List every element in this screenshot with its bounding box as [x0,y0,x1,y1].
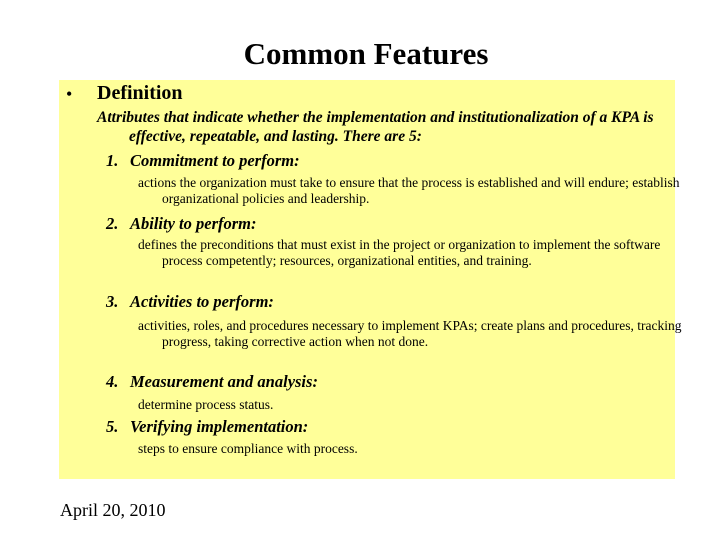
item-3-label: Activities to perform: [130,292,274,311]
item-5-label: Verifying implementation: [130,417,309,436]
item-2-description: defines the preconditions that must exist in the project or organization to implement the software process competently; resources, organizational entities, and training. [138,237,661,268]
item-4-heading [106,372,318,392]
item-4-number: 4. [106,372,119,391]
item-4-label: Measurement and analysis: [130,372,318,391]
bullet-icon: • [66,84,73,104]
item-5-number: 5. [106,417,119,436]
item-1-description: actions the organization must take to ensure that the process is established and will endure; establish organizational policies and leadership. [138,175,680,206]
definition-heading: Definition [97,82,183,104]
item-3-description: activities, roles, and procedures necessary to implement KPAs; create plans and procedures, tracking progress, taking corrective action when not done. [138,318,682,349]
item-5-heading [106,417,308,437]
item-4-description: determine process status. [138,397,274,412]
slide-title: Common Features [243,36,489,71]
item-2-heading [106,214,257,234]
footer-date: April 20, 2010 [60,500,166,520]
item-3-number: 3. [106,292,119,311]
item-3-heading [106,292,274,312]
item-1-label: Commitment to perform: [130,151,300,170]
item-1-number: 1. [106,151,119,170]
item-1-heading [106,151,300,171]
definition-text: Attributes that indicate whether the implementation and institutionalization of a KPA is effective, repeatable, and lasting. There are 5: [97,109,654,145]
item-2-label: Ability to perform: [130,214,257,233]
item-5-description: steps to ensure compliance with process. [138,441,358,456]
item-2-number: 2. [106,214,119,233]
